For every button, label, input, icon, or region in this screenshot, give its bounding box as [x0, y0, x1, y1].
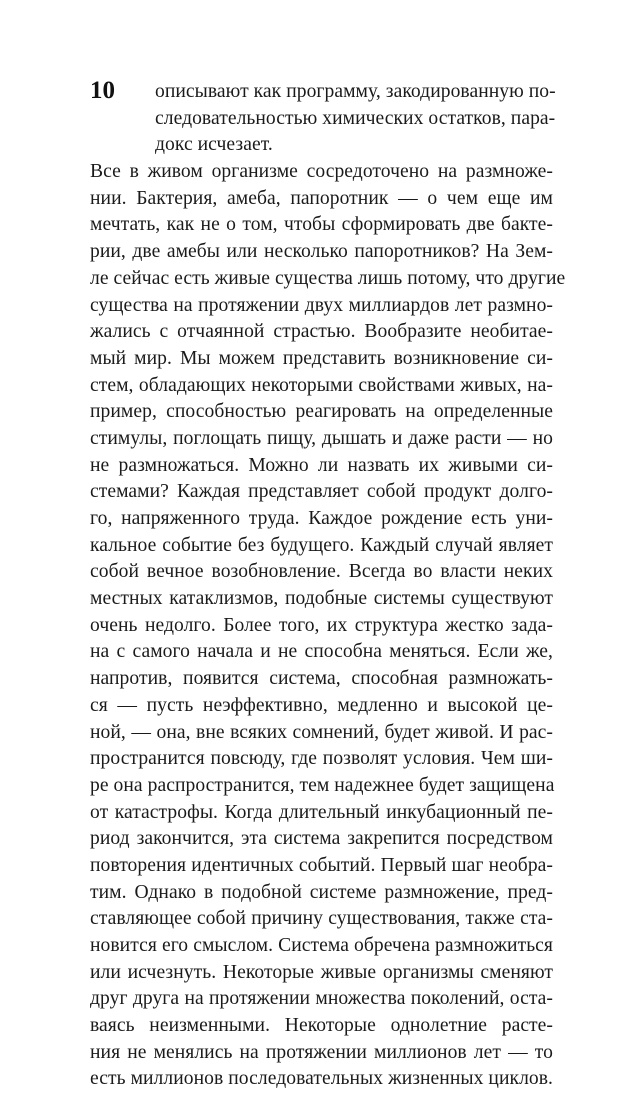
text-line: рии, две амебы или несколько папоротников? На Зем-	[90, 241, 553, 263]
text-line: следовательностью химических остатков, пара-	[155, 107, 556, 129]
text-line: ной, — она, вне всяких сомнений, будет живой. И рас-	[90, 721, 553, 743]
text-line: докс исчезает.	[155, 134, 273, 156]
text-line: пространится повсюду, где позволят условия. Чем ши-	[90, 748, 553, 770]
text-line: нии. Бактерия, амеба, папоротник — о чем еще им	[90, 187, 553, 209]
text-line: ставляющее собой причину существования, также ста-	[90, 908, 553, 930]
text-line: мечтать, как не о том, чтобы сформировать две бакте-	[90, 214, 553, 236]
text-line: друг друга на протяжении множества поколений, оста-	[90, 988, 553, 1010]
text-line: кальное событие без будущего. Каждый случай являет	[90, 534, 553, 556]
text-line: стимулы, поглощать пищу, дышать и даже расти — но	[90, 427, 553, 449]
page-number: 10	[90, 77, 115, 104]
text-line: ния не менялись на протяжении миллионов лет — то	[90, 1041, 553, 1063]
text-line: повторения идентичных событий. Первый шаг необра-	[90, 854, 553, 876]
text-line: ре она распространится, тем надежнее будет защищена	[90, 774, 555, 796]
text-line: тим. Однако в подобной системе размножение, пред-	[90, 881, 553, 903]
text-line: или исчезнуть. Некоторые живые организмы сменяют	[90, 961, 553, 983]
text-line: на с самого начала и не способна меняться. Если же,	[90, 641, 553, 663]
text-line: новится его смыслом. Система обречена размножиться	[90, 935, 553, 956]
page-text	[90, 79, 566, 1093]
text-line: пример, способностью реагировать на определенные	[90, 401, 553, 423]
text-line: мый мир. Мы можем представить возникновение си-	[90, 347, 553, 369]
text-line: напротив, появится система, способная размножать-	[90, 668, 553, 690]
text-line: очень недолго. Более того, их структура жестко зада-	[90, 614, 553, 636]
text-line: жались с отчаянной страстью. Вообразите необитае-	[90, 321, 553, 343]
text-line: не размножаться. Можно ли назвать их живыми си-	[90, 454, 553, 476]
text-line: существа на протяжении двух миллиардов лет размно-	[90, 294, 553, 316]
text-line: стем, обладающих некоторыми свойствами живых, на-	[90, 374, 553, 396]
text-line: ле сейчас есть живые существа лишь потому, что другие	[90, 267, 566, 289]
text-line: Все в живом организме сосредоточено на размноже-	[90, 161, 553, 183]
text-line: описывают как программу, закодированную по-	[155, 81, 556, 102]
text-line: собой вечное возобновление. Всегда во власти неких	[90, 561, 553, 583]
text-line: го, напряженного труда. Каждое рождение есть уни-	[90, 508, 553, 529]
text-line: местных катаклизмов, подобные системы существуют	[90, 588, 553, 610]
text-line: есть миллионов последовательных жизненных циклов.	[90, 1068, 553, 1090]
text-line: от катастрофы. Когда длительный инкубационный пе-	[90, 801, 553, 823]
text-line: ся — пусть неэффективно, медленно и высокой це-	[90, 694, 553, 716]
text-line: стемами? Каждая представляет собой продукт долго-	[90, 481, 553, 503]
text-line: риод закончится, эта система закрепится посредством	[90, 828, 553, 850]
text-line: ваясь неизменными. Некоторые однолетние расте-	[90, 1015, 553, 1037]
